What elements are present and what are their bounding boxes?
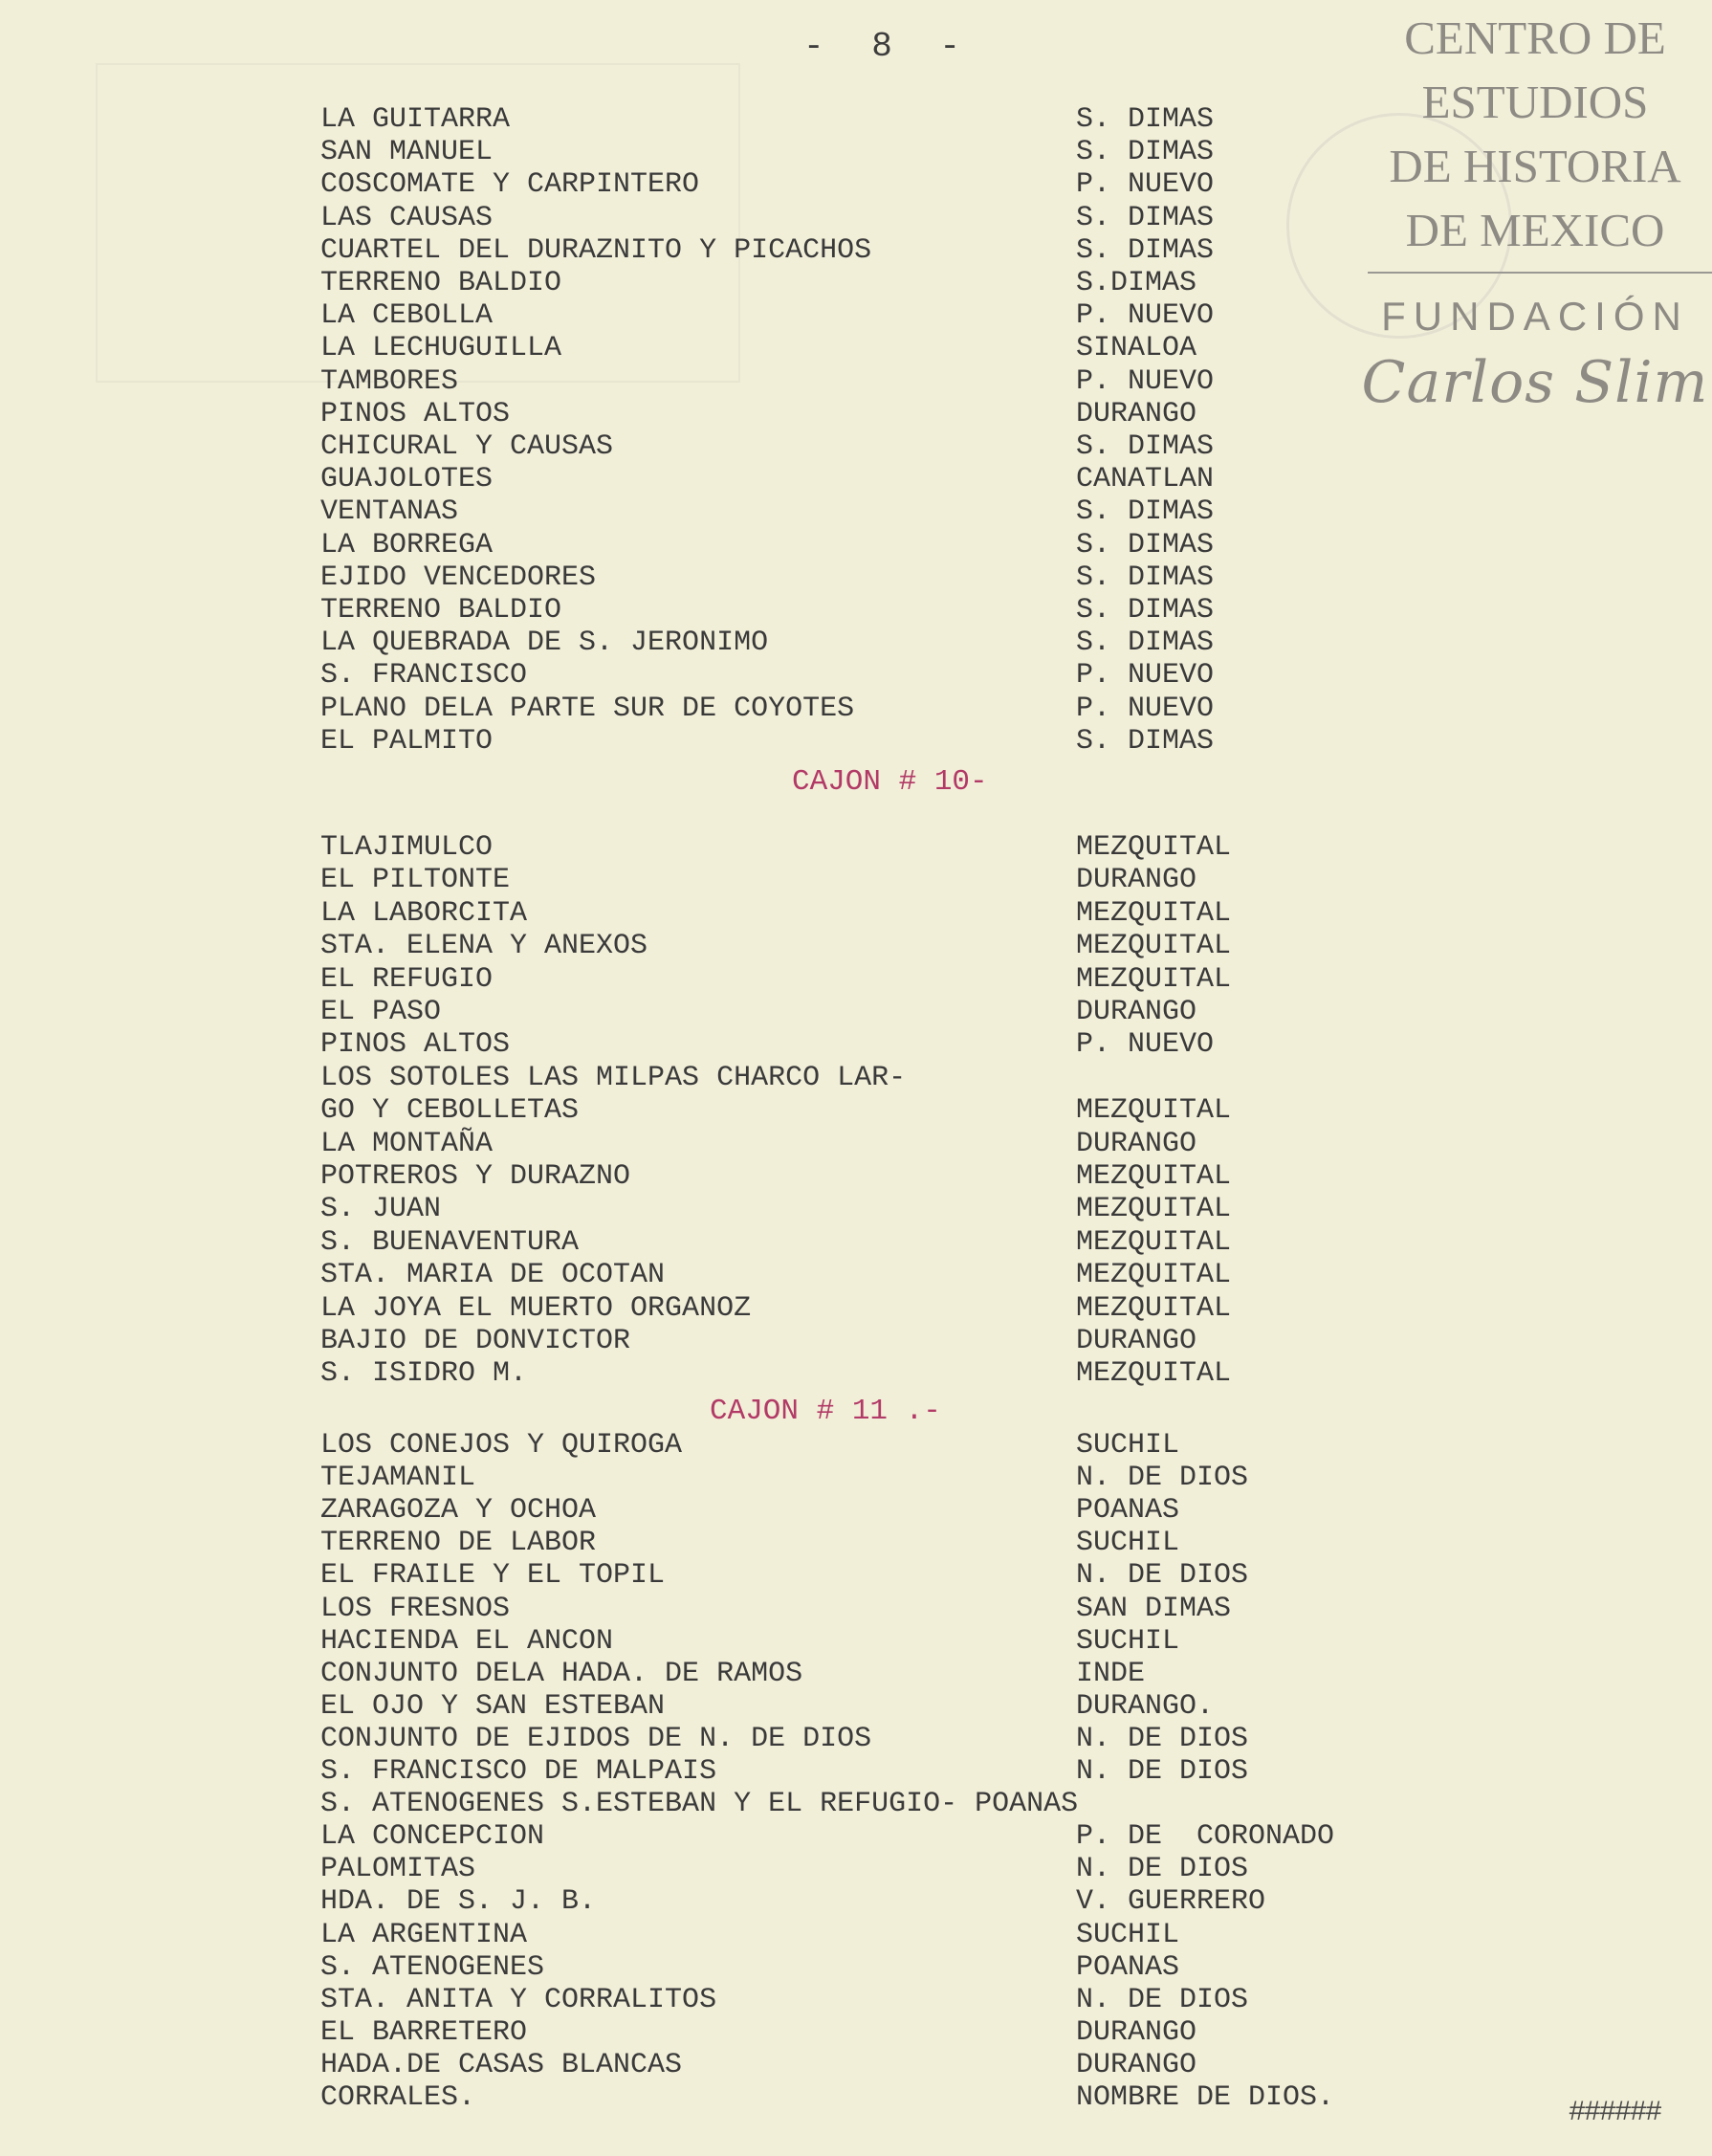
list-item	[0, 168, 1712, 201]
entry-location: DURANGO.	[1076, 1689, 1215, 1723]
entry-location: DURANGO	[1076, 1127, 1197, 1160]
entry-name: EL BARRETERO	[320, 2015, 528, 2049]
entry-name: LA CONCEPCION	[320, 1820, 545, 1854]
entry-location: MEZQUITAL	[1076, 1357, 1232, 1391]
entry-location: SAN DIMAS	[1076, 1592, 1232, 1625]
list-item	[0, 529, 1712, 561]
entry-name: S. ATENOGENES	[320, 1950, 545, 1984]
entry-name: EL REFUGIO	[320, 962, 494, 996]
list-item	[0, 1494, 1712, 1527]
list-item	[0, 1193, 1712, 1225]
entry-location: N. DE DIOS	[1076, 1853, 1249, 1886]
entry-name: GUAJOLOTES	[320, 463, 494, 496]
entry-location: P. DE CORONADO	[1076, 1820, 1335, 1854]
list-item	[0, 332, 1712, 364]
entry-name: S. BUENAVENTURA	[320, 1225, 580, 1259]
list-item	[0, 234, 1712, 267]
end-mark: ######	[1569, 2097, 1661, 2129]
list-item	[0, 1559, 1712, 1592]
list-item	[0, 1690, 1712, 1723]
brand-signature: Carlos Slim	[1361, 349, 1709, 416]
entry-name: LAS CAUSAS	[320, 201, 494, 234]
entry-name: LOS SOTOLES LAS MILPAS CHARCO LAR-	[320, 1061, 907, 1094]
list-item	[0, 864, 1712, 896]
brand-line-1: CENTRO DE	[1404, 11, 1666, 64]
entry-location: S. DIMAS	[1076, 627, 1215, 660]
entry-location: N. DE DIOS	[1076, 1983, 1249, 2016]
list-item	[0, 2049, 1712, 2081]
entry-location: MEZQUITAL	[1076, 1291, 1232, 1325]
entry-location: POANAS	[1076, 1494, 1180, 1528]
entry-name: EJIDO VENCEDORES	[320, 561, 597, 594]
entry-name: PINOS ALTOS	[320, 397, 511, 430]
entry-location: P. NUEVO	[1076, 299, 1215, 333]
list-item	[0, 1951, 1712, 1984]
list-item	[0, 365, 1712, 398]
list-item	[0, 1755, 1712, 1788]
list-item	[0, 831, 1712, 864]
entry-location: S. DIMAS	[1076, 201, 1215, 234]
entry-name: COSCOMATE Y CARPINTERO	[320, 168, 700, 202]
entry-name: CONJUNTO DE EJIDOS DE N. DE DIOS	[320, 1722, 872, 1755]
entry-location: NOMBRE DE DIOS.	[1076, 2081, 1335, 2114]
entry-location: P. NUEVO	[1076, 364, 1215, 398]
entry-location: P. NUEVO	[1076, 168, 1215, 202]
entry-location: MEZQUITAL	[1076, 896, 1232, 930]
section-heading-cajon-10: CAJON # 10-	[792, 765, 988, 799]
entry-name: SAN MANUEL	[320, 136, 494, 169]
entry-location: SUCHIL	[1076, 1624, 1180, 1658]
list-item	[0, 594, 1712, 627]
list-item	[0, 202, 1712, 234]
entry-location: N. DE DIOS	[1076, 1722, 1249, 1755]
entry-location: N. DE DIOS	[1076, 1462, 1249, 1495]
entry-location: S. DIMAS	[1076, 430, 1215, 463]
entry-location: S.DIMAS	[1076, 267, 1197, 299]
page-number: - 8 -	[803, 27, 975, 66]
entry-location: INDE	[1076, 1657, 1146, 1690]
entry-name: TERRENO DE LABOR	[320, 1527, 597, 1560]
list-item	[0, 1357, 1712, 1390]
entry-location: S. DIMAS	[1076, 594, 1215, 627]
list-item	[0, 659, 1712, 692]
entry-name: STA. ELENA Y ANEXOS	[320, 930, 648, 963]
list-item	[0, 996, 1712, 1028]
list-item	[0, 1820, 1712, 1853]
list-item	[0, 1527, 1712, 1559]
list-item	[0, 430, 1712, 463]
entry-name: CUARTEL DEL DURAZNITO Y PICACHOS	[320, 233, 872, 267]
entry-location: P. NUEVO	[1076, 692, 1215, 725]
entry-name: LA QUEBRADA DE S. JERONIMO	[320, 627, 769, 660]
entry-name: LA GUITARRA	[320, 103, 511, 136]
entry-name: EL PALMITO	[320, 724, 494, 758]
entry-location: MEZQUITAL	[1076, 1160, 1232, 1193]
entry-name: LA BORREGA	[320, 528, 494, 561]
entry-name: TEJAMANIL	[320, 1462, 476, 1495]
entry-name: CONJUNTO DELA HADA. DE RAMOS	[320, 1657, 803, 1690]
entry-location: DURANGO	[1076, 864, 1197, 897]
list-item	[0, 2016, 1712, 2049]
list-item	[0, 1128, 1712, 1160]
entry-name: S. ISIDRO M.	[320, 1357, 528, 1391]
list-item	[0, 1028, 1712, 1061]
list-item	[0, 299, 1712, 332]
entry-name: LOS CONEJOS Y QUIROGA	[320, 1429, 683, 1462]
entry-name: CHICURAL Y CAUSAS	[320, 430, 614, 463]
list-item	[0, 2081, 1712, 2114]
entry-name: PLANO DELA PARTE SUR DE COYOTES	[320, 692, 855, 725]
entry-location: N. DE DIOS	[1076, 1559, 1249, 1593]
entry-name: VENTANAS	[320, 495, 459, 529]
list-item	[0, 495, 1712, 528]
list-item	[0, 693, 1712, 725]
brand-line-2: ESTUDIOS	[1421, 76, 1649, 128]
entry-name: EL PASO	[320, 996, 442, 1028]
list-item	[0, 1160, 1712, 1193]
entry-name: TERRENO BALDIO	[320, 594, 562, 627]
entry-name: STA. MARIA DE OCOTAN	[320, 1259, 666, 1292]
entry-name: S. ATENOGENES S.ESTEBAN Y EL REFUGIO- POANAS	[320, 1788, 1079, 1821]
list-item	[0, 1885, 1712, 1918]
entry-name: LA LECHUGUILLA	[320, 332, 562, 365]
list-item	[0, 1723, 1712, 1755]
entry-name: GO Y CEBOLLETAS	[320, 1094, 580, 1128]
entry-name: EL OJO Y SAN ESTEBAN	[320, 1689, 666, 1723]
entry-name: S. JUAN	[320, 1193, 442, 1226]
entry-name: HACIENDA EL ANCON	[320, 1624, 614, 1658]
list-item	[0, 1325, 1712, 1357]
entry-name: BAJIO DE DONVICTOR	[320, 1325, 631, 1357]
entry-location: S. DIMAS	[1076, 724, 1215, 758]
entry-location: MEZQUITAL	[1076, 1225, 1232, 1259]
entry-location: MEZQUITAL	[1076, 1259, 1232, 1292]
entry-location: CANATLAN	[1076, 463, 1215, 496]
list-item	[0, 1984, 1712, 2016]
entry-name: STA. ANITA Y CORRALITOS	[320, 1983, 717, 2016]
entry-name: LA JOYA EL MUERTO ORGANOZ	[320, 1291, 752, 1325]
entry-name: LA LABORCITA	[320, 896, 528, 930]
entry-name: LA MONTAÑA	[320, 1127, 494, 1160]
entry-location: S. DIMAS	[1076, 233, 1215, 267]
entry-location: SUCHIL	[1076, 1918, 1180, 1951]
list-item	[0, 1625, 1712, 1658]
entry-location: DURANGO	[1076, 397, 1197, 430]
list-item	[0, 897, 1712, 930]
entry-location: SUCHIL	[1076, 1429, 1180, 1462]
entry-location: DURANGO	[1076, 2015, 1197, 2049]
entry-name: LOS FRESNOS	[320, 1592, 511, 1625]
entry-location: S. DIMAS	[1076, 528, 1215, 561]
list-item	[0, 463, 1712, 495]
list-item	[0, 1292, 1712, 1325]
list-item	[0, 1658, 1712, 1690]
entry-name: TAMBORES	[320, 364, 459, 398]
brand-foundation: FUNDACIÓN	[1381, 294, 1689, 339]
list-item	[0, 1462, 1712, 1494]
list-item	[0, 1226, 1712, 1259]
entry-location: DURANGO	[1076, 996, 1197, 1028]
list-item	[0, 1259, 1712, 1291]
entry-name: TERRENO BALDIO	[320, 267, 562, 299]
list-item	[0, 725, 1712, 758]
entry-name: POTREROS Y DURAZNO	[320, 1160, 631, 1193]
entry-name: CORRALES.	[320, 2081, 476, 2114]
entry-location: MEZQUITAL	[1076, 930, 1232, 963]
brand-line-4: DE MEXICO	[1405, 204, 1665, 256]
entry-name: HDA. DE S. J. B.	[320, 1885, 597, 1919]
entry-location: SINALOA	[1076, 332, 1197, 365]
section-heading-cajon-11: CAJON # 11 .-	[710, 1395, 941, 1428]
entry-name: LA ARGENTINA	[320, 1918, 528, 1951]
list-item	[0, 963, 1712, 996]
entry-location: V. GUERRERO	[1076, 1885, 1266, 1919]
list-item	[0, 1788, 1712, 1820]
entry-location: N. DE DIOS	[1076, 1755, 1249, 1788]
entry-name: S. FRANCISCO	[320, 659, 528, 693]
list-item	[0, 1853, 1712, 1885]
entry-location: S. DIMAS	[1076, 136, 1215, 169]
entry-location: DURANGO	[1076, 2048, 1197, 2081]
list-item	[0, 1094, 1712, 1127]
entry-location: S. DIMAS	[1076, 561, 1215, 594]
list-item	[0, 561, 1712, 594]
list-item	[0, 1593, 1712, 1625]
list-item	[0, 627, 1712, 659]
entry-location: P. NUEVO	[1076, 659, 1215, 693]
entry-name: TLAJIMULCO	[320, 831, 494, 864]
list-item	[0, 1062, 1712, 1094]
list-item	[0, 136, 1712, 168]
entry-location: S. DIMAS	[1076, 103, 1215, 136]
list-item	[0, 930, 1712, 962]
entry-location: MEZQUITAL	[1076, 831, 1232, 864]
entry-location: POANAS	[1076, 1950, 1180, 1984]
entry-location: S. DIMAS	[1076, 495, 1215, 529]
list-item	[0, 1919, 1712, 1951]
entry-name: LA CEBOLLA	[320, 299, 494, 333]
entry-location: SUCHIL	[1076, 1527, 1180, 1560]
entry-name: S. FRANCISCO DE MALPAIS	[320, 1755, 717, 1788]
entry-name: HADA.DE CASAS BLANCAS	[320, 2048, 683, 2081]
list-item	[0, 398, 1712, 430]
entry-location: MEZQUITAL	[1076, 1193, 1232, 1226]
entry-name: EL PILTONTE	[320, 864, 511, 897]
list-item	[0, 1429, 1712, 1462]
brand-line-3: DE HISTORIA	[1389, 140, 1681, 192]
entry-location: P. NUEVO	[1076, 1028, 1215, 1062]
entry-name: EL FRAILE Y EL TOPIL	[320, 1559, 666, 1593]
entry-name: PALOMITAS	[320, 1853, 476, 1886]
entry-location: DURANGO	[1076, 1325, 1197, 1357]
list-item	[0, 267, 1712, 299]
list-item	[0, 103, 1712, 136]
entry-name: PINOS ALTOS	[320, 1028, 511, 1062]
entry-location: MEZQUITAL	[1076, 1094, 1232, 1128]
entry-name: ZARAGOZA Y OCHOA	[320, 1494, 597, 1528]
entry-location: MEZQUITAL	[1076, 962, 1232, 996]
